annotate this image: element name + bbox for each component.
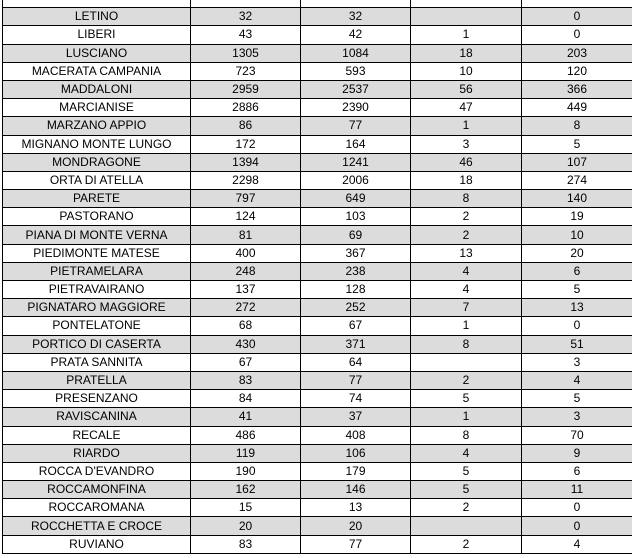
municipality-name-cell: PIANA DI MONTE VERNA (3, 226, 191, 244)
value-cell: 9 (522, 444, 633, 462)
municipality-name-cell: RAVISCANINA (3, 408, 191, 426)
value-cell: 47 (411, 99, 522, 117)
value-cell: 1 (411, 26, 522, 44)
value-cell: 1394 (191, 153, 301, 171)
table-row (3, 8, 633, 26)
municipality-name-cell: PARETE (3, 190, 191, 208)
value-cell: 6 (522, 262, 633, 280)
table-row (3, 517, 633, 535)
municipality-name-cell: PIEDIMONTE MATESE (3, 244, 191, 262)
table-row (3, 481, 633, 499)
value-cell: 272 (191, 299, 301, 317)
municipality-name-cell: PIGNATARO MAGGIORE (3, 299, 191, 317)
value-cell: 5 (522, 390, 633, 408)
value-cell: 190 (191, 462, 301, 480)
value-cell: 15 (191, 499, 301, 517)
value-cell: 0 (522, 499, 633, 517)
municipality-name-cell: LUSCIANO (3, 44, 191, 62)
value-cell: 81 (191, 226, 301, 244)
value-cell: 68 (191, 317, 301, 335)
value-cell: 56 (411, 80, 522, 98)
value-cell: 4 (522, 371, 633, 389)
value-cell: 430 (191, 335, 301, 353)
value-cell: 1305 (191, 44, 301, 62)
municipality-name-cell: LETINO (3, 8, 191, 26)
municipality-name-cell: MACERATA CAMPANIA (3, 62, 191, 80)
value-cell: 2 (411, 226, 522, 244)
value-cell: 107 (522, 153, 633, 171)
municipality-name-cell (3, 0, 191, 8)
municipality-name-cell: MARZANO APPIO (3, 117, 191, 135)
value-cell: 248 (191, 262, 301, 280)
value-cell: 13 (411, 244, 522, 262)
value-cell: 32 (301, 8, 411, 26)
value-cell: 69 (301, 226, 411, 244)
value-cell: 128 (301, 281, 411, 299)
value-cell: 3 (522, 408, 633, 426)
value-cell: 2 (411, 371, 522, 389)
value-cell: 6 (522, 462, 633, 480)
municipality-name-cell: ROCCAROMANA (3, 499, 191, 517)
value-cell (301, 0, 411, 8)
value-cell: 70 (522, 426, 633, 444)
value-cell: 41 (191, 408, 301, 426)
municipality-name-cell: MIGNANO MONTE LUNGO (3, 135, 191, 153)
value-cell: 10 (411, 62, 522, 80)
value-cell: 371 (301, 335, 411, 353)
municipality-name-cell: PRATA SANNITA (3, 353, 191, 371)
municipality-name-cell: RIARDO (3, 444, 191, 462)
municipality-name-cell: MADDALONI (3, 80, 191, 98)
municipality-name-cell: RUVIANO (3, 535, 191, 553)
table-row (3, 299, 633, 317)
table-row (3, 44, 633, 62)
table-row (3, 26, 633, 44)
value-cell: 1 (411, 317, 522, 335)
value-cell: 119 (191, 444, 301, 462)
value-cell: 13 (301, 499, 411, 517)
value-cell: 18 (411, 171, 522, 189)
municipality-name-cell: ROCCHETTA E CROCE (3, 517, 191, 535)
value-cell: 1 (411, 408, 522, 426)
value-cell: 2006 (301, 171, 411, 189)
value-cell: 2 (411, 499, 522, 517)
value-cell: 5 (411, 390, 522, 408)
municipality-name-cell: MARCIANISE (3, 99, 191, 117)
value-cell (411, 8, 522, 26)
value-cell: 67 (191, 353, 301, 371)
value-cell: 120 (522, 62, 633, 80)
table-row (3, 462, 633, 480)
value-cell: 5 (411, 462, 522, 480)
value-cell: 103 (301, 208, 411, 226)
value-cell: 2537 (301, 80, 411, 98)
municipality-name-cell: PASTORANO (3, 208, 191, 226)
table-row (3, 444, 633, 462)
value-cell: 4 (411, 262, 522, 280)
value-cell (522, 0, 633, 8)
value-cell (191, 0, 301, 8)
value-cell: 203 (522, 44, 633, 62)
municipality-name-cell: ROCCAMONFINA (3, 481, 191, 499)
value-cell: 797 (191, 190, 301, 208)
value-cell: 164 (301, 135, 411, 153)
value-cell: 2298 (191, 171, 301, 189)
table-row (3, 317, 633, 335)
table-row (3, 408, 633, 426)
municipality-name-cell: MONDRAGONE (3, 153, 191, 171)
value-cell (411, 0, 522, 8)
value-cell: 106 (301, 444, 411, 462)
value-cell: 5 (522, 135, 633, 153)
municipality-name-cell: ROCCA D'EVANDRO (3, 462, 191, 480)
table-row (3, 226, 633, 244)
value-cell: 77 (301, 535, 411, 553)
value-cell: 252 (301, 299, 411, 317)
value-cell: 37 (301, 408, 411, 426)
municipality-name-cell: PRESENZANO (3, 390, 191, 408)
table-row (3, 244, 633, 262)
municipality-name-cell: ORTA DI ATELLA (3, 171, 191, 189)
table-row (3, 80, 633, 98)
value-cell: 367 (301, 244, 411, 262)
value-cell: 84 (191, 390, 301, 408)
value-cell: 3 (522, 353, 633, 371)
table-row (3, 190, 633, 208)
value-cell: 2390 (301, 99, 411, 117)
table-row (3, 135, 633, 153)
value-cell: 4 (411, 444, 522, 462)
value-cell: 8 (411, 335, 522, 353)
value-cell: 649 (301, 190, 411, 208)
value-cell: 146 (301, 481, 411, 499)
value-cell: 486 (191, 426, 301, 444)
table-row (3, 371, 633, 389)
value-cell: 238 (301, 262, 411, 280)
value-cell: 86 (191, 117, 301, 135)
value-cell: 8 (411, 190, 522, 208)
value-cell: 3 (411, 135, 522, 153)
value-cell: 64 (301, 353, 411, 371)
value-cell (411, 517, 522, 535)
value-cell: 179 (301, 462, 411, 480)
table-row (3, 281, 633, 299)
value-cell: 0 (522, 317, 633, 335)
value-cell (411, 353, 522, 371)
table-row (3, 117, 633, 135)
value-cell: 32 (191, 8, 301, 26)
value-cell: 83 (191, 371, 301, 389)
table-row (3, 171, 633, 189)
value-cell: 137 (191, 281, 301, 299)
value-cell: 172 (191, 135, 301, 153)
value-cell: 162 (191, 481, 301, 499)
table-row (3, 353, 633, 371)
value-cell: 20 (522, 244, 633, 262)
value-cell: 2886 (191, 99, 301, 117)
value-cell: 366 (522, 80, 633, 98)
value-cell: 18 (411, 44, 522, 62)
value-cell: 1241 (301, 153, 411, 171)
value-cell: 83 (191, 535, 301, 553)
value-cell: 0 (522, 8, 633, 26)
value-cell: 2 (411, 208, 522, 226)
value-cell: 274 (522, 171, 633, 189)
value-cell: 2 (411, 535, 522, 553)
municipality-name-cell: RECALE (3, 426, 191, 444)
value-cell: 67 (301, 317, 411, 335)
value-cell: 20 (191, 517, 301, 535)
municipality-name-cell: PIETRAMELARA (3, 262, 191, 280)
value-cell: 0 (522, 517, 633, 535)
table-row (3, 535, 633, 553)
value-cell: 4 (411, 281, 522, 299)
value-cell: 13 (522, 299, 633, 317)
value-cell: 43 (191, 26, 301, 44)
table-row (3, 499, 633, 517)
table-row (3, 262, 633, 280)
value-cell: 140 (522, 190, 633, 208)
value-cell: 1084 (301, 44, 411, 62)
value-cell: 7 (411, 299, 522, 317)
value-cell: 4 (522, 535, 633, 553)
value-cell: 8 (411, 426, 522, 444)
value-cell: 2959 (191, 80, 301, 98)
table-row (3, 390, 633, 408)
municipality-name-cell: PORTICO DI CASERTA (3, 335, 191, 353)
table-row (3, 426, 633, 444)
municipality-data-table (2, 0, 632, 554)
value-cell: 1 (411, 117, 522, 135)
value-cell: 46 (411, 153, 522, 171)
value-cell: 8 (522, 117, 633, 135)
table-container (2, 0, 632, 558)
value-cell: 51 (522, 335, 633, 353)
table-row (3, 0, 633, 8)
value-cell: 10 (522, 226, 633, 244)
value-cell: 723 (191, 62, 301, 80)
municipality-name-cell: PIETRAVAIRANO (3, 281, 191, 299)
value-cell: 124 (191, 208, 301, 226)
table-body (3, 0, 633, 553)
value-cell: 77 (301, 117, 411, 135)
table-row (3, 335, 633, 353)
municipality-name-cell: PONTELATONE (3, 317, 191, 335)
value-cell: 449 (522, 99, 633, 117)
value-cell: 408 (301, 426, 411, 444)
municipality-name-cell: PRATELLA (3, 371, 191, 389)
value-cell: 593 (301, 62, 411, 80)
table-row (3, 153, 633, 171)
value-cell: 5 (411, 481, 522, 499)
value-cell: 42 (301, 26, 411, 44)
value-cell: 74 (301, 390, 411, 408)
value-cell: 11 (522, 481, 633, 499)
value-cell: 77 (301, 371, 411, 389)
table-row (3, 208, 633, 226)
value-cell: 20 (301, 517, 411, 535)
table-row (3, 99, 633, 117)
value-cell: 19 (522, 208, 633, 226)
table-row (3, 62, 633, 80)
value-cell: 0 (522, 26, 633, 44)
municipality-name-cell: LIBERI (3, 26, 191, 44)
value-cell: 400 (191, 244, 301, 262)
value-cell: 5 (522, 281, 633, 299)
